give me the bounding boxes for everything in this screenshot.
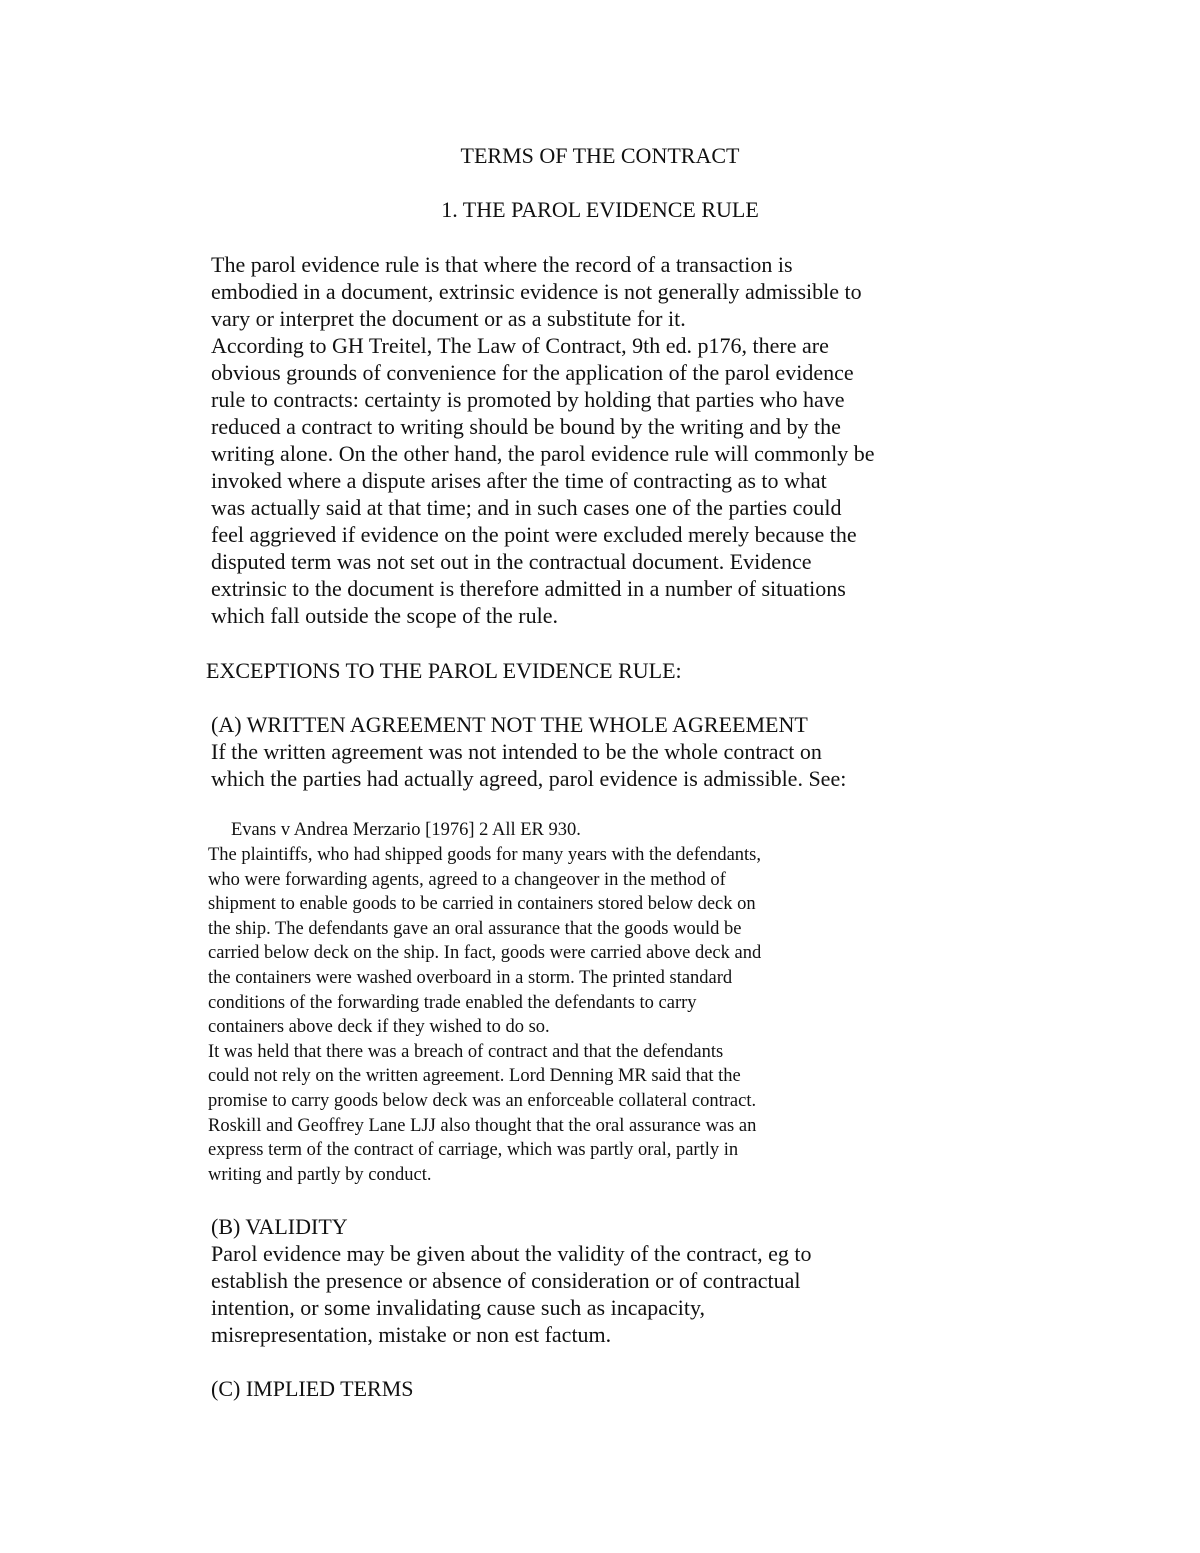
exception-c-heading: (C) IMPLIED TERMS [211,1376,414,1401]
document-title: TERMS OF THE CONTRACT [460,143,740,168]
case-summary [208,843,761,1187]
text-line: establish the presence or absence of consideration or of contractual [211,1268,801,1293]
text-line: embodied in a document, extrinsic evidence is not generally admissible to [211,279,862,304]
text-line: which the parties had actually agreed, parol evidence is admissible. See: [211,766,847,791]
text-line: extrinsic to the document is therefore admitted in a number of situations [211,576,846,601]
text-line: who were forwarding agents, agreed to a changeover in the method of [208,869,726,890]
text-line: disputed term was not set out in the contractual document. Evidence [211,549,812,574]
text-line: shipment to enable goods to be carried in containers stored below deck on [208,894,756,915]
text-line: Roskill and Geoffrey Lane LJJ also thought that the oral assurance was an [208,1115,757,1136]
text-line: rule to contracts: certainty is promoted by holding that parties who have [211,387,845,412]
text-line: According to GH Treitel, The Law of Contract, 9th ed. p176, there are [211,333,829,358]
text-line: the ship. The defendants gave an oral assurance that the goods would be [208,918,742,939]
text-line: feel aggrieved if evidence on the point were excluded merely because the [211,522,857,547]
text-line: conditions of the forwarding trade enabled the defendants to carry [208,992,697,1013]
text-line: carried below deck on the ship. In fact, goods were carried above deck and [208,943,762,964]
text-line: vary or interpret the document or as a substitute for it. [211,306,686,331]
exception-b [211,1213,812,1348]
intro-paragraph [211,251,874,629]
exception-a-heading: (A) WRITTEN AGREEMENT NOT THE WHOLE AGREEMENT [211,712,808,737]
text-line: containers above deck if they wished to do so. [208,1017,550,1038]
text-line: If the written agreement was not intended to be the whole contract on [211,739,822,764]
exceptions-heading: EXCEPTIONS TO THE PAROL EVIDENCE RULE: [206,658,682,683]
text-line: writing and partly by conduct. [208,1164,432,1185]
section-heading: 1. THE PAROL EVIDENCE RULE [441,197,759,222]
text-line: could not rely on the written agreement. Lord Denning MR said that the [208,1066,741,1087]
text-line: reduced a contract to writing should be bound by the writing and by the [211,414,841,439]
text-line: invoked where a dispute arises after the time of contracting as to what [211,468,827,493]
text-line: Parol evidence may be given about the validity of the contract, eg to [211,1241,812,1266]
text-line: obvious grounds of convenience for the application of the parol evidence [211,360,854,385]
case-citation: Evans v Andrea Merzario [1976] 2 All ER 930. [231,820,581,840]
text-line: promise to carry goods below deck was an enforceable collateral contract. [208,1090,757,1111]
text-line: writing alone. On the other hand, the parol evidence rule will commonly be [211,441,875,466]
exception-b-heading: (B) VALIDITY [211,1214,348,1239]
text-line: intention, or some invalidating cause such as incapacity, [211,1295,706,1320]
exception-a [211,711,846,792]
text-line: The plaintiffs, who had shipped goods for many years with the defendants, [208,845,761,865]
text-line: express term of the contract of carriage, which was partly oral, partly in [208,1140,739,1161]
text-line: The parol evidence rule is that where the record of a transaction is [211,252,793,277]
text-line: was actually said at that time; and in such cases one of the parties could [211,495,842,520]
text-line: misrepresentation, mistake or non est factum. [211,1322,612,1347]
text-line: the containers were washed overboard in a storm. The printed standard [208,967,733,988]
text-line: It was held that there was a breach of contract and that the defendants [208,1041,724,1062]
text-line: which fall outside the scope of the rule. [211,603,559,628]
